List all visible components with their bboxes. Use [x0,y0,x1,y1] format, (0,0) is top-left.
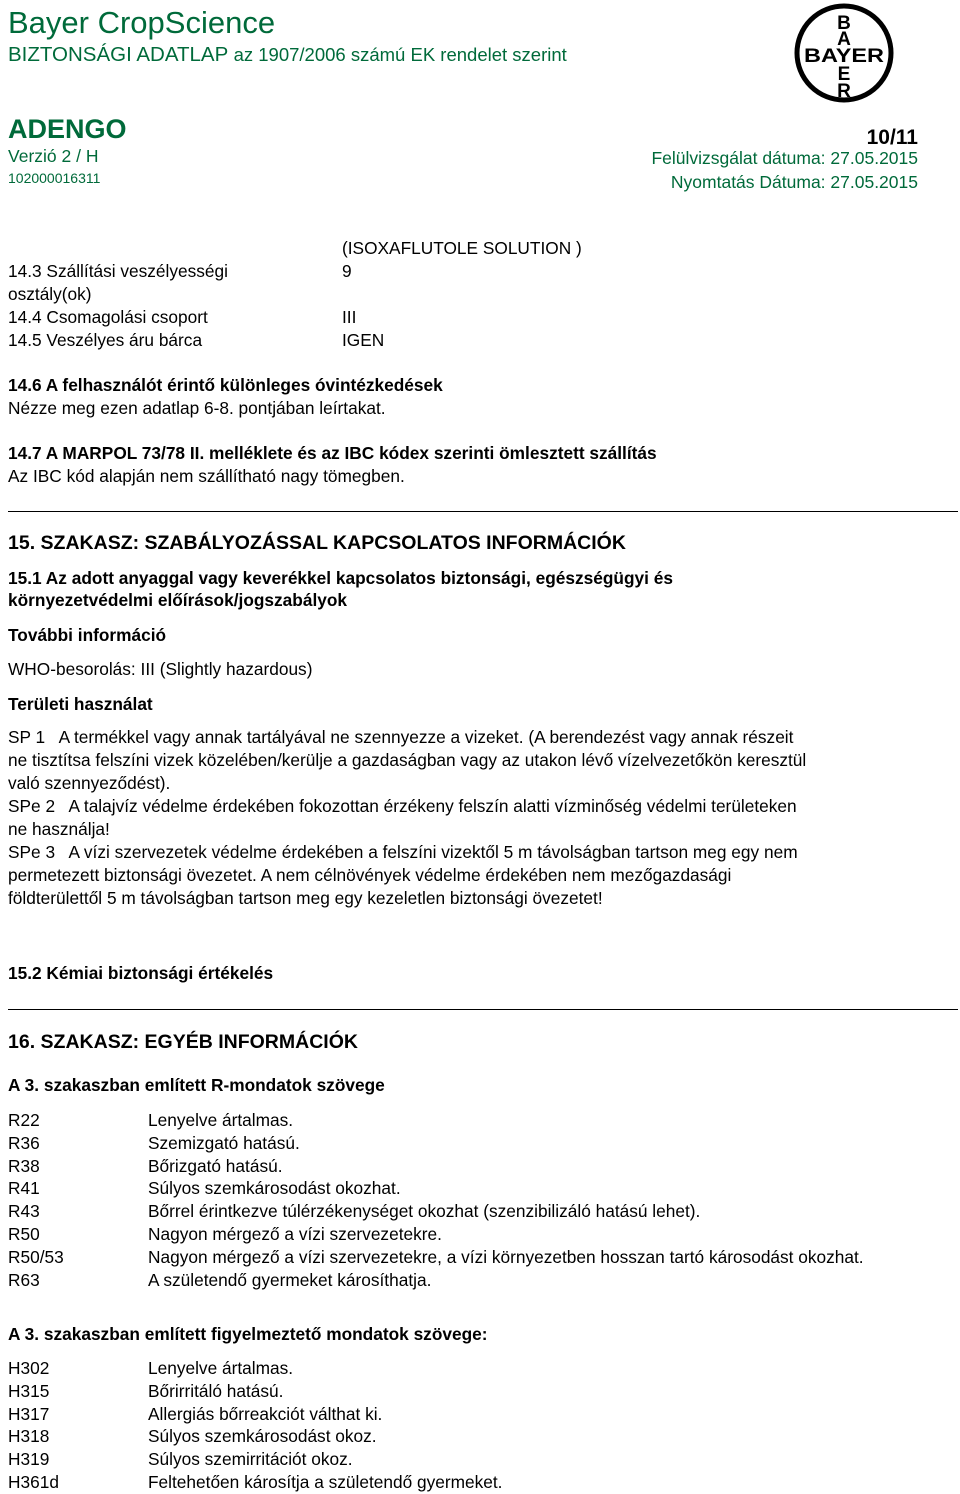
r-phrase-row [8,1109,908,1132]
h-phrase-text: Lenyelve ártalmas. [148,1358,294,1378]
packing-group-value: III [342,307,357,327]
spe3-line-2: permetezett biztonsági övezetet. A nem célnövények védelme érdekében nem mezőgazdasági [8,865,732,885]
r-phrase-code: R43 [8,1201,40,1222]
who-classification: WHO-besorolás: III (Slightly hazardous) [8,659,313,679]
h-phrase-code: H315 [8,1380,50,1401]
h-phrase-code: H318 [8,1426,50,1447]
h-phrase-code: H302 [8,1358,50,1378]
r-phrase-code: R63 [8,1269,40,1290]
further-info-heading: További információ [8,625,167,645]
sp1-line-3: való szennyeződést). [8,773,171,793]
r-phrase-row [8,1223,908,1246]
h-phrases-list [8,1357,908,1494]
r-phrase-text: Nagyon mérgező a vízi szervezetekre, a vízi környezetben hosszan tartó károsodást okozhat. [148,1246,864,1267]
r-phrase-text: Bőrizgató hatású. [148,1155,283,1176]
hazard-label-value: IGEN [342,330,385,350]
section-15-rule [8,511,958,512]
r-phrase-text: Lenyelve ártalmas. [148,1110,294,1130]
spe2-line-2: ne használja! [8,819,110,839]
r-phrase-row [8,1132,908,1155]
h-phrase-row [8,1357,908,1380]
r-phrase-text: Bőrrel érintkezve túlérzékenységet okozhat (szenzibilizáló hatású lehet). [148,1201,701,1222]
r-phrase-text: Súlyos szemkárosodást okozhat. [148,1178,401,1199]
r-phrase-text: A születendő gyermeket károsíthatja. [148,1269,432,1290]
h-phrase-text: Bőrirritáló hatású. [148,1380,284,1401]
r-phrase-code: R38 [8,1155,40,1176]
regional-use-heading: Területi használat [8,694,153,714]
spe3-line-3: földterülettől 5 m távolságban tartson meg egy kezeletlen biztonsági övezetet! [8,888,603,908]
r-phrase-text: Szemizgató hatású. [148,1132,300,1153]
r-phrase-code: R50/53 [8,1246,64,1267]
section-14-6-text: Nézze meg ezen adatlap 6-8. pontjában leírtakat. [8,398,386,418]
product-name: ADENGO [8,114,127,144]
transport-class-label: 14.3 Szállítási veszélyességi [8,261,228,281]
section-15-2-title: 15.2 Kémiai biztonsági értékelés [8,963,274,983]
transport-class-value: 9 [342,261,352,281]
document-type [8,42,567,68]
document-number: 102000016311 [8,170,101,186]
section-15-1-title: 15.1 Az adott anyaggal vagy keverékkel kapcsolatos biztonsági, egészségügyi és [8,568,673,588]
h-phrase-code: H317 [8,1403,50,1424]
h-phrase-text: Allergiás bőrreakciót válthat ki. [148,1403,383,1424]
section-14-6-title: 14.6 A felhasználót érintő különleges óvintézkedések [8,375,443,395]
section-16-rule [8,1009,958,1010]
r-phrase-code: R22 [8,1110,40,1130]
logo-letter-r: R [837,81,851,102]
h-phrase-text: Feltehetően károsítja a születendő gyermeket. [148,1471,503,1492]
h-phrase-text: Súlyos szemirritációt okoz. [148,1449,353,1470]
h-phrase-code: H319 [8,1449,50,1470]
packing-group-label: 14.4 Csomagolási csoport [8,307,208,327]
company-name: Bayer CropScience [8,5,276,40]
bayer-cross-logo [793,2,895,104]
h-phrase-row [8,1425,908,1448]
r-phrase-code: R50 [8,1223,40,1244]
logo-letter-a: A [837,29,851,50]
r-phrase-row [8,1200,908,1223]
r-phrases-list [8,1109,908,1291]
logo-letter-e: E [837,64,851,85]
logo-word: BAYER [804,46,885,67]
revision-date: Felülvizsgálat dátuma: 27.05.2015 [651,148,918,168]
h-phrase-text: Súlyos szemkárosodást okoz. [148,1426,377,1447]
sp1-line-1: SP 1 A termékkel vagy annak tartályával ne szennyezze a vizeket. (A berendezést vagy annak részeit [8,727,794,747]
r-phrase-row [8,1155,908,1178]
r-phrase-code: R41 [8,1178,40,1199]
print-date: Nyomtatás Dátuma: 27.05.2015 [670,172,918,192]
logo-letter-b: B [837,13,851,34]
document-type-title: BIZTONSÁGI ADATLAP [8,43,228,66]
r-phrases-heading: A 3. szakaszban említett R-mondatok szövege [8,1075,385,1095]
transport-class-label-cont: osztály(ok) [8,284,92,304]
h-phrase-row [8,1448,908,1471]
spe3-line-1: SPe 3 A vízi szervezetek védelme érdekében a felszíni vizektől 5 m távolságban tartson meg egy nem [8,842,798,862]
r-phrase-text: Nagyon mérgező a vízi szervezetekre. [148,1223,442,1244]
h-phrase-code: H361d [8,1471,59,1492]
section-15-1-title-cont: környezetvédelmi előírások/jogszabályok [8,590,348,610]
section-16-title: 16. SZAKASZ: EGYÉB INFORMÁCIÓK [8,1031,358,1053]
regulation-reference: az 1907/2006 számú EK rendelet szerint [233,44,567,65]
section-14-7-text: Az IBC kód alapján nem szállítható nagy tömegben. [8,466,405,486]
version-label: Verzió 2 / H [8,146,99,166]
iso-solution-text: (ISOXAFLUTOLE SOLUTION ) [342,238,582,258]
section-15-title: 15. SZAKASZ: SZABÁLYOZÁSSAL KAPCSOLATOS INFORMÁCIÓK [8,532,626,554]
spe2-line-1: SPe 2 A talajvíz védelme érdekében fokozottan érzékeny felszín alatti vízminőség védelmi területeken [8,796,797,816]
r-phrase-row [8,1177,908,1200]
section-14-7-title: 14.7 A MARPOL 73/78 II. melléklete és az IBC kódex szerinti ömlesztett szállítás [8,443,657,463]
r-phrase-row [8,1246,908,1269]
sp1-line-2: ne tisztítsa felszíni vizek közelében/kerülje a gazdaságban vagy az utakon lévő vízelvezetőkön keresztül [8,750,807,770]
h-phrase-row [8,1471,908,1494]
hazard-label-label: 14.5 Veszélyes áru bárca [8,330,203,350]
h-phrase-row [8,1403,908,1426]
h-phrase-row [8,1380,908,1403]
r-phrase-row [8,1269,908,1292]
r-phrase-code: R36 [8,1132,40,1153]
h-phrases-heading: A 3. szakaszban említett figyelmeztető mondatok szövege: [8,1324,488,1344]
page-number: 10/11 [866,126,918,149]
